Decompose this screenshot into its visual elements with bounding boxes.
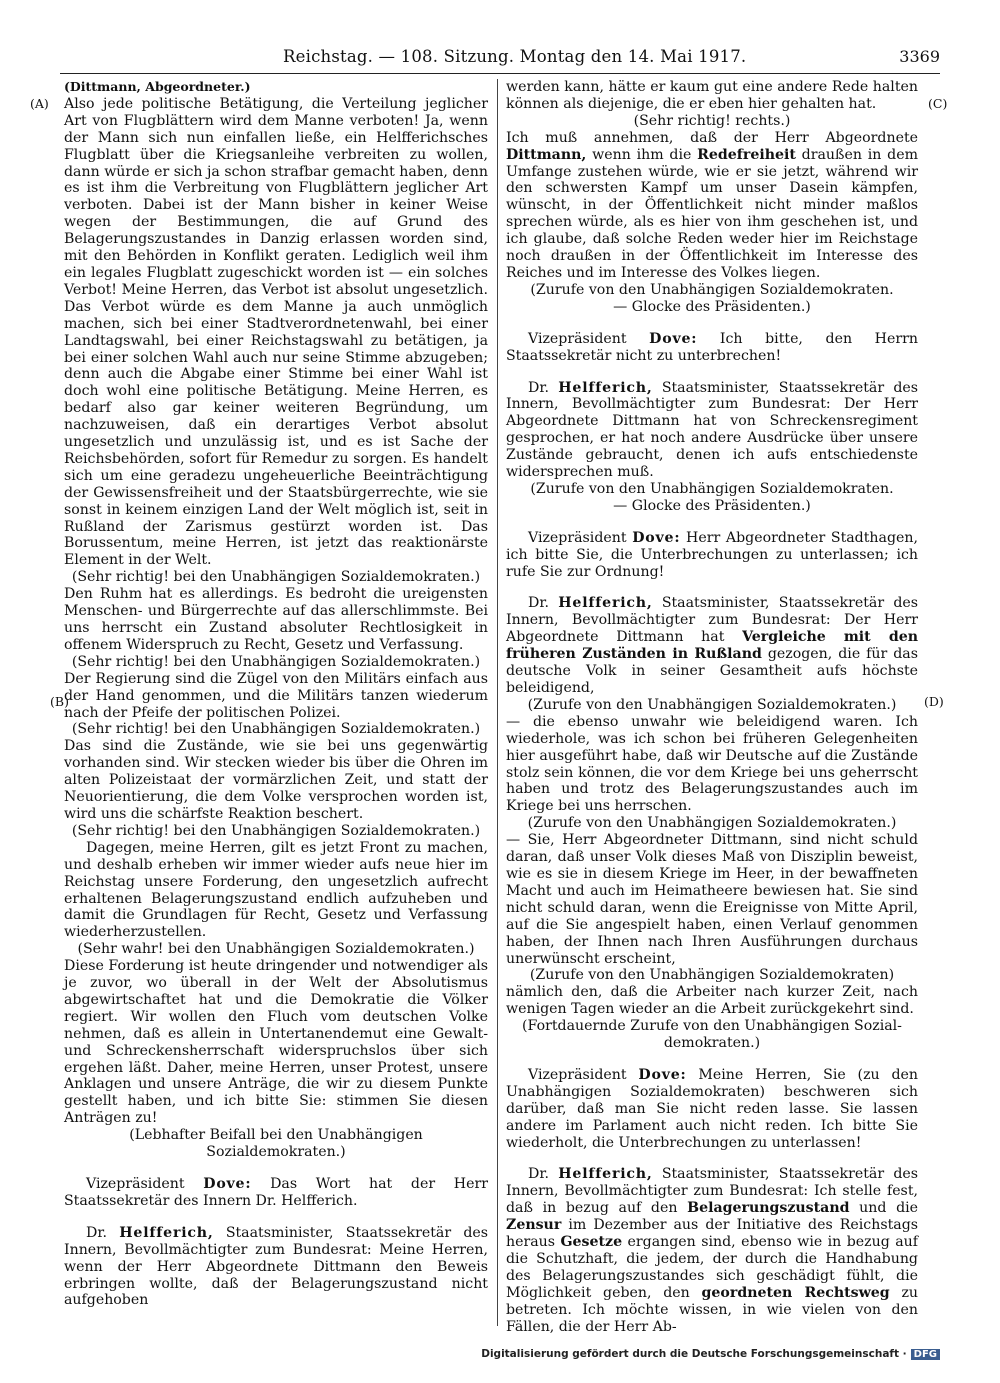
speaker-name: Helfferich,: [558, 379, 653, 396]
interjection: (Sehr richtig! bei den Unabhängigen Sozialdemokraten.): [71, 721, 481, 738]
statement-text: Herr Abgeordneter Stadthagen, ich bitte Sie, die Unterbrechungen zu unterlassen; ich rufe Sie zur Ordnung!: [506, 529, 918, 580]
statement-text: im Dezember aus der Initiative des Reichstags heraus: [506, 1217, 919, 1251]
interjection: (Sehr richtig! bei den Unabhängigen Sozialdemokraten.): [71, 569, 481, 586]
bold-term: geordneten Rechtsweg: [701, 1284, 890, 1301]
right-column: [506, 79, 918, 1336]
interjection: (Sehr richtig! bei den Unabhängigen Sozialdemokraten.): [71, 653, 481, 670]
statement-text: Staatsminister, Staatssekretär des Innern, Bevollmächtigter zum Bundesrat: Ich stelle fest, daß in bezug auf den: [506, 1166, 919, 1217]
margin-mark-d: (D): [924, 694, 944, 709]
paragraph: nämlich den, daß die Arbeiter nach kurzer Zeit, nach wenigen Tagen wieder an die Arbeit zurückgekehrt sind.: [506, 984, 918, 1018]
statement-text: Staatsminister, Staatssekretär des Innern, Bevollmächtigter zum Bundesrat: Der Herr Abgeordnete Dittmann hat: [506, 595, 919, 646]
bold-term: Redefreiheit: [697, 146, 796, 163]
interjection: (Sehr wahr! bei den Unabhängigen Sozialdemokraten.): [77, 941, 475, 958]
statement-text: und die: [859, 1200, 919, 1217]
speaker-title: Vizepräsident: [528, 529, 627, 546]
speaker-role: (Dittmann, Abgeordneter.): [64, 79, 251, 94]
paragraph: — die ebenso unwahr wie beleidigend waren. Ich wiederhole, was ich schon bei früheren Gelegenheiten hier ausgeführt habe, daß wir Deutsche auf die Zustände stolz sein können, die vor dem Kriege bei uns geherrscht haben und trotz des Belagerungszustandes auch im Kriege bei uns herrschen.: [506, 713, 918, 815]
interjection: (Zurufe von den Unabhängigen Sozialdemokraten.: [530, 281, 894, 298]
speaker-dr: Dr.: [528, 1166, 550, 1183]
header-title: Reichstag. — 108. Sitzung. Montag den 14. Mai 1917.: [283, 47, 747, 66]
column-divider: [497, 79, 498, 1326]
interjection: — Glocke des Präsidenten.): [613, 497, 811, 514]
applause-line: Sozialdemokraten.): [206, 1144, 346, 1161]
vizepraesident-statement: [506, 331, 918, 365]
interjection: (Zurufe von den Unabhängigen Sozialdemokraten.): [527, 696, 897, 713]
text: draußen in dem Umfange zustehen würde, wie er sie jetzt, während wir den schwersten Kampf um unser Dasein kämpfen, wünscht, in der Öffentlichkeit nicht minder maßlos sprechen würde, als es hier von ihm geschehen ist, und ich glaube, daß solche Reden weder hier im Reichstage noch draußen in der Öffentlichkeit im Interesse des Reiches und im Interesse des Volkes liegen.: [506, 146, 918, 281]
applause-line: (Lebhafter Beifall bei den Unabhängigen: [129, 1127, 423, 1144]
paragraph: Das sind die Zustände, wie sie bei uns gegenwärtig vorhanden sind. Wir stecken wieder bis über die Ohren im alten Polizeistaat der vormärzlichen Zeit, und statt der Neuorientierung, die dem Volke versprochen worden ist, wird uns die schärfste Reaktion beschert.: [64, 738, 488, 822]
interjection: (Sehr richtig! bei den Unabhängigen Sozialdemokraten.): [71, 822, 481, 839]
helfferich-statement: [64, 1225, 488, 1310]
helfferich-statement: [506, 1166, 918, 1335]
speaker-title: Vizepräsident: [528, 1066, 627, 1083]
vizepraesident-statement: [64, 1176, 488, 1210]
footer-text: Digitalisierung gefördert durch die Deutsche Forschungsgemeinschaft ·: [481, 1348, 907, 1360]
helfferich-statement: [506, 595, 918, 696]
statement-text: Staatsminister, Staatssekretär des Innern, Bevollmächtigter zum Bundesrat: Der Herr Abgeordnete Dittmann hat von Schreckensregiment gesprochen, er hat noch andere Ausdrücke über unsere Zustände gebraucht, denen ich aufs entschiedenste widersprechen muß.: [506, 379, 919, 481]
page-number: 3369: [899, 47, 940, 66]
speaker-name: Helfferich,: [558, 595, 653, 612]
vizepraesident-statement: [506, 530, 918, 581]
speaker-title: Vizepräsident: [528, 330, 627, 347]
paragraph: Diese Forderung ist heute dringender und notwendiger als je zuvor, wo überall in der Welt der Absolutismus abgewirtschaftet hat und die Demokratie die Völker regiert. Wir wollen den Fluch vom deutschen Volke nehmen, daß es allein in Untertanendemut eine Gewalt- und Schreckensherrschaft widerspruchslos über sich ergehen läßt. Daher, meine Herren, unser Protest, unsere Anklagen und unsere Anträge, die wir zu diesem Punkte gestellt haben, und ich bitte Sie: stimmen Sie diesen Anträgen zu!: [64, 958, 488, 1127]
margin-mark-a: (A): [30, 96, 49, 111]
speaker-name: Dove:: [203, 1176, 252, 1192]
statement-text: Ich bitte, den Herrn Staatssekretär nicht zu unterbrechen!: [506, 330, 918, 364]
interjection: (Sehr richtig! rechts.): [633, 112, 791, 129]
speaker-name: Helfferich,: [558, 1166, 653, 1183]
speaker-name: Dove:: [638, 1066, 687, 1083]
digitization-footer: [481, 1348, 940, 1360]
speaker-dr: Dr.: [528, 379, 550, 396]
page-header: [60, 47, 940, 74]
left-column: [64, 79, 488, 1309]
bold-name: Dittmann,: [506, 146, 587, 163]
paragraph: werden kann, hätte er kaum gut eine andere Rede halten können als diejenige, die er eben hier gehalten hat.: [506, 79, 918, 112]
statement-text: Meine Herren, Sie (zu den Unabhängigen Sozialdemokraten) beschweren sich darüber, daß man Sie nicht reden lasse. Sie lassen andere im Parlament auch nicht reden. Ich bitte Sie wiederholt, die Unterbrechungen zu unterlassen!: [506, 1066, 919, 1151]
statement-text: ergangen sind, ebenso wie in bezug auf die Schutzhaft, die jedem, der durch die Handhabung des Belagerungszustandes sich geschädigt fühlt, die Möglichkeit geben, den: [506, 1234, 918, 1301]
bold-term: Belagerungszustand: [687, 1200, 850, 1217]
margin-mark-c: (C): [928, 96, 948, 111]
bold-term: Vergleiche mit den früheren Zuständen in Rußland: [506, 629, 918, 663]
paragraph: Also jede politische Betätigung, die Verteilung jeglicher Art von Flugblättern wird dem Manne verboten! Ja, wenn der Mann sich nun einfallen ließe, ein Helfferichsches Flugblatt über die Kriegsanleihe verbreiten zu wollen, dann würde er sich ja schon strafbar gemacht haben, denn es ist ihm die Verbreitung von Flugblättern jeglicher Art verboten. Dabei ist der Mann bisher in keiner Weise wegen der Bestimmungen, die auf Grund des Belagerungszustandes in Danzig erlassen worden sind, mit den Behörden in Konflikt geraten. Lediglich weil ihm ein legales Flugblatt zugeschickt worden ist — ein solches Verbot! Meine Herren, das Verbot ist absolut ungesetzlich. Das Verbot würde es dem Manne ja auch unmöglich machen, sich bei einer Stadtverordnetenwahl, bei einer Landtagswahl, bei einer Reichstagswahl zu betätigen, ja bei einer solchen Wahl auch nur seine Stimme abzugeben; denn auch die Abgabe einer Stimme bei einer Wahl ist doch wohl eine politische Betätigung. Meine Herren, es bedarf also gar keiner weiteren Begründung, um nachzuweisen, daß ein derartiges Verbot absolut ungesetzlich und unzulässig ist, und es ist Sache der Reichsbehörden, sofort für Remedur zu sorgen. Es handelt sich um eine geradezu ungeheuerliche Beeinträchtigung der Gewissensfreiheit und der Staatsbürgerrechte, wie sie sonst in keinem einzigen Land der Welt möglich ist, seit in Rußland der Zarismus gestürzt worden ist. Das Borussentum, meine Herren, ist jetzt das reaktionärste Element in der Welt.: [64, 95, 488, 569]
interjection: (Zurufe von den Unabhängigen Sozialdemokraten): [529, 967, 895, 984]
interjection: (Fortdauernde Zurufe von den Unabhängigen Sozial-: [522, 1018, 902, 1035]
paragraph: Den Ruhm hat es allerdings. Es bedroht die ureigensten Menschen- und Bürgerrechte auf das allerschlimmste. Bei uns herrscht ein Zustand absoluter Rechtlosigkeit in offenem Widerspruch zu Recht, Gesetz und Verfassung.: [64, 586, 488, 653]
speaker-title: Vizepräsident: [86, 1176, 185, 1192]
interjection: demokraten.): [663, 1035, 761, 1052]
bold-term: Zensur: [506, 1217, 562, 1234]
margin-mark-b: (B): [50, 694, 69, 709]
speaker-name: Helfferich,: [119, 1224, 214, 1241]
speaker-name: Dove:: [632, 529, 681, 546]
paragraph: [506, 130, 918, 282]
paragraph: Der Regierung sind die Zügel von den Militärs einfach aus der Hand genommen, und die Militärs tanzen wiederum nach der Pfeife der politischen Polizei.: [64, 670, 488, 721]
statement-text: Staatsminister, Staatssekretär des Innern, Bevollmächtigter zum Bundesrat: Meine Herren, wenn der Herr Abgeordnete Dittmann den Beweis erbringen wollte, daß der Belagerungszustand nicht aufgehoben: [64, 1224, 489, 1309]
speaker-dr: Dr.: [528, 595, 550, 612]
text: Ich muß annehmen, daß der Herr Abgeordnete: [506, 129, 918, 146]
bold-term: Gesetze: [560, 1234, 623, 1251]
statement-text: Das Wort hat der Herr Staatssekretär des Innern Dr. Helfferich.: [64, 1176, 489, 1209]
text: wenn ihm die: [592, 146, 692, 163]
helfferich-statement: [506, 380, 918, 481]
paragraph: Dagegen, meine Herren, gilt es jetzt Front zu machen, und deshalb erheben wir immer wieder aufs neue hier im Reichstag unsere Forderung, den ungesetzlich aufrecht erhaltenen Belagerungszustand endlich aufzuheben und damit die Grundlagen für Recht, Gesetz und Verfassung wiederherzustellen.: [64, 839, 488, 941]
speaker-name: Dove:: [649, 330, 698, 347]
vizepraesident-statement: [506, 1067, 918, 1152]
speaker-dr: Dr.: [86, 1224, 108, 1241]
statement-text: zu betreten. Ich möchte wissen, in wie vielen von den Fällen, die der Herr Ab-: [506, 1284, 919, 1335]
interjection: — Glocke des Präsidenten.): [613, 298, 811, 315]
statement-text: gezogen, die für das deutsche Volk in seiner Gesamtheit aufs höchste beleidigend,: [506, 646, 918, 696]
dfg-logo: DFG: [911, 1349, 940, 1360]
interjection: (Zurufe von den Unabhängigen Sozialdemokraten.): [527, 815, 897, 832]
interjection: (Zurufe von den Unabhängigen Sozialdemokraten.: [530, 480, 894, 497]
paragraph: — Sie, Herr Abgeordneter Dittmann, sind nicht schuld daran, daß unser Volk dieses Maß von Disziplin beweist, wie es sie in diesem Kriege im Heer, in der bewaffneten Macht und auch im Heimatheere bewiesen hat. Sie sind nicht schuld daran, wenn die Ereignisse von Mitte April, auf die Sie angespielt haben, einen Verlauf genommen haben, der Ihnen nach Ihren Ausführungen durchaus unerwünscht erscheint,: [506, 832, 918, 967]
